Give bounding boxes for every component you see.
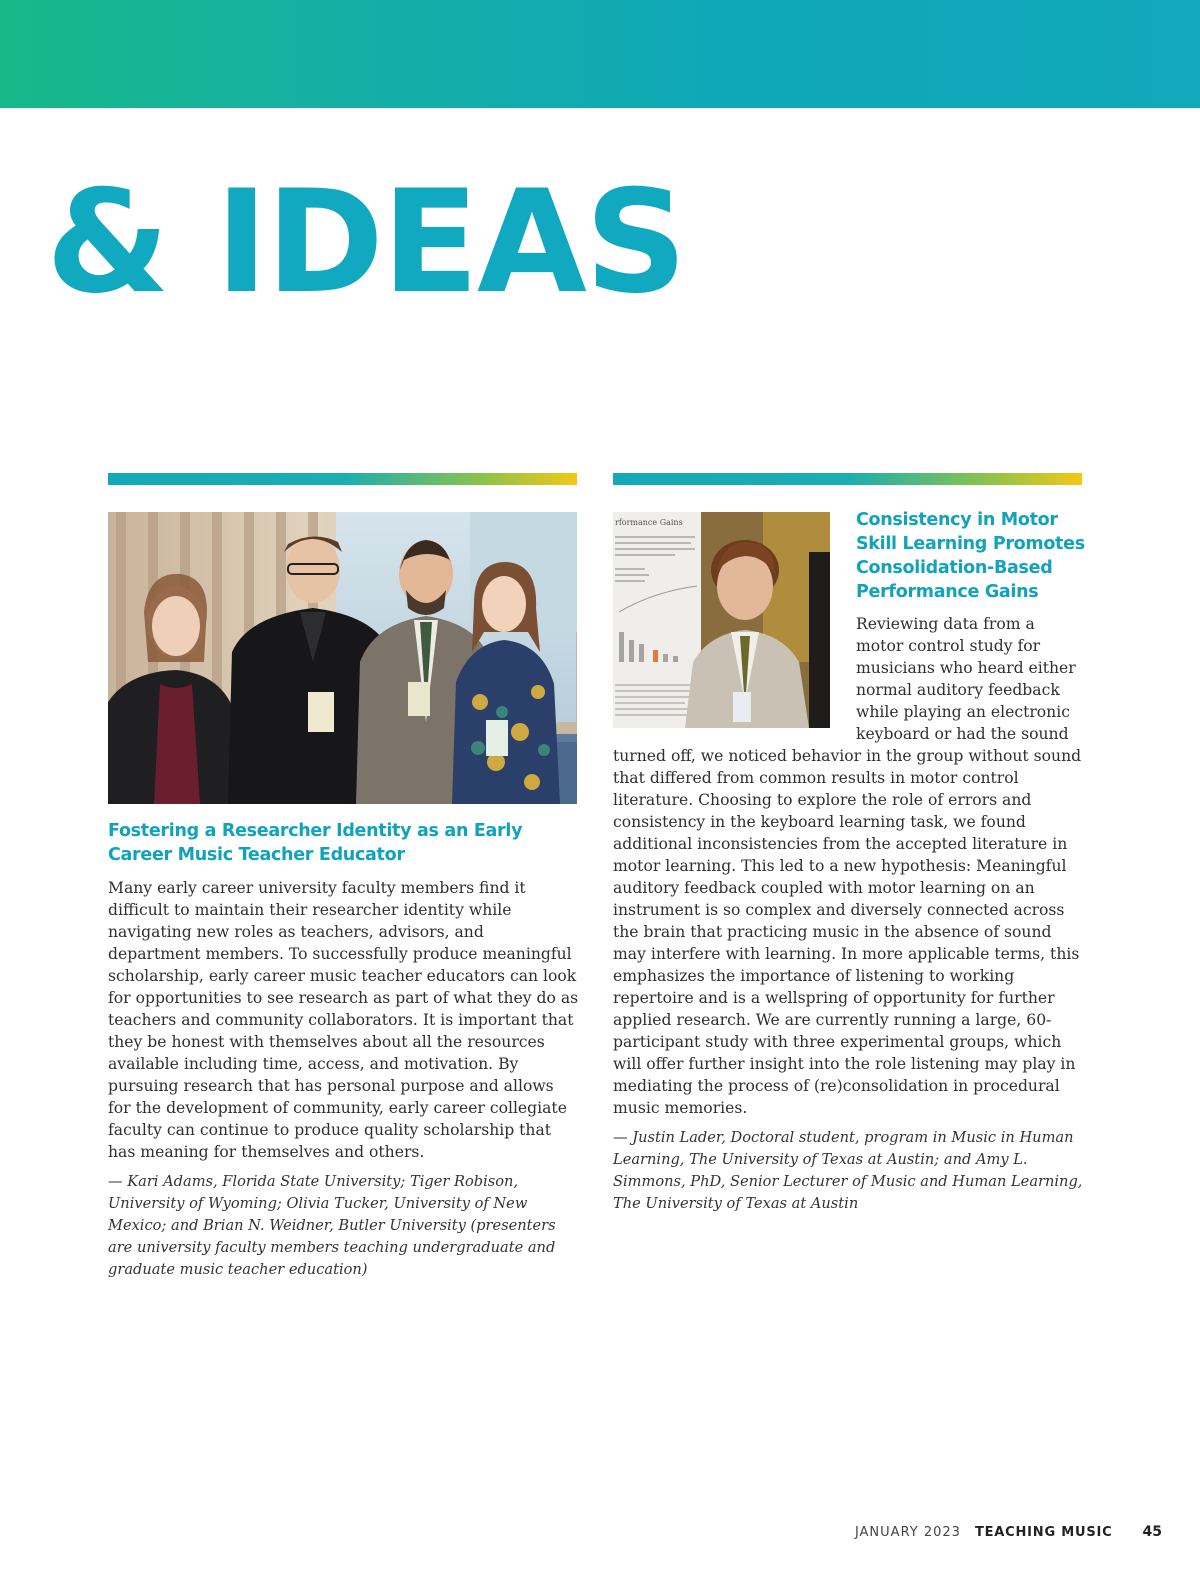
right-article [613,745,1087,1215]
footer-date: JANUARY 2023 [854,1525,961,1540]
left-article [108,819,580,1281]
left-article-credit: — Kari Adams, Florida State University; Tiger Robison, University of Wyoming; Olivia Tucker, University of New Mexico; and Brian N. Weidner, Butler University (presenters are university faculty members teaching undergraduate and graduate music teacher education) [108,1173,556,1278]
researcher-with-poster-photo [613,512,830,728]
left-article-rule [108,473,577,485]
right-article-lead: Reviewing data from a motor control study for musicians who heard either normal auditory feedback while playing an electronic keyboard or had the sound [856,615,1076,743]
top-color-band [0,0,1200,108]
footer-magazine-name: TEACHING MUSIC [974,1525,1113,1540]
poster-heading: rformance Gains [615,518,683,527]
right-article-credit: — Justin Lader, Doctoral student, program in Music in Human Learning, The University of Texas at Austin; and Amy L. Simmons, PhD, Senior Lecturer of Music and Human Learning, The University of Texas at Austin [613,1129,1083,1212]
right-article-title: Consistency in Motor Skill Learning Promotes Consolidation-Based Performance Gains [856,510,1085,602]
right-article-body: turned off, we noticed behavior in the group without sound that differed from common results in motor control literature. Choosing to explore the role of errors and consistency in the keyboard learning task, we found additional inconsistencies from the accepted literature in motor learning. This led to a new hypothesis: Meaningful auditory feedback coupled with motor learning on an instrument is so complex and diversely connected across the brain that practicing music in the absence of sound may interfere with learning. In more applicable terms, this emphasizes the importance of listening to working repertoire and is a wellspring of opportunity for further applied research. We are currently running a large, 60-participant study with three experimental groups, which will offer further insight into the role listening may play in mediating the process of (re)consolidation in procedural music memories. [613,747,1082,1117]
presenters-group-photo [108,512,577,804]
section-headline: & IDEAS [46,160,686,325]
left-article-title: Fostering a Researcher Identity as an Early Career Music Teacher Educator [108,821,523,865]
right-article-header [856,508,1092,604]
right-article-lead-wrap [856,613,1084,745]
page-number: 45 [1142,1524,1162,1540]
right-article-rule [613,473,1082,485]
left-article-body: Many early career university faculty members find it difficult to maintain their researcher identity while navigating new roles as teachers, advisors, and department members. To successfully produce meaningful scholarship, early career music teacher educators can look for opportunities to see research as part of what they do as teachers and community collaborators. It is important that they be honest with themselves about all the resources available including time, access, and motivation. By pursuing research that has personal purpose and allows for the development of community, early career collegiate faculty can continue to produce quality scholarship that has meaning for themselves and others. [108,879,579,1161]
page-footer [855,1524,1162,1546]
